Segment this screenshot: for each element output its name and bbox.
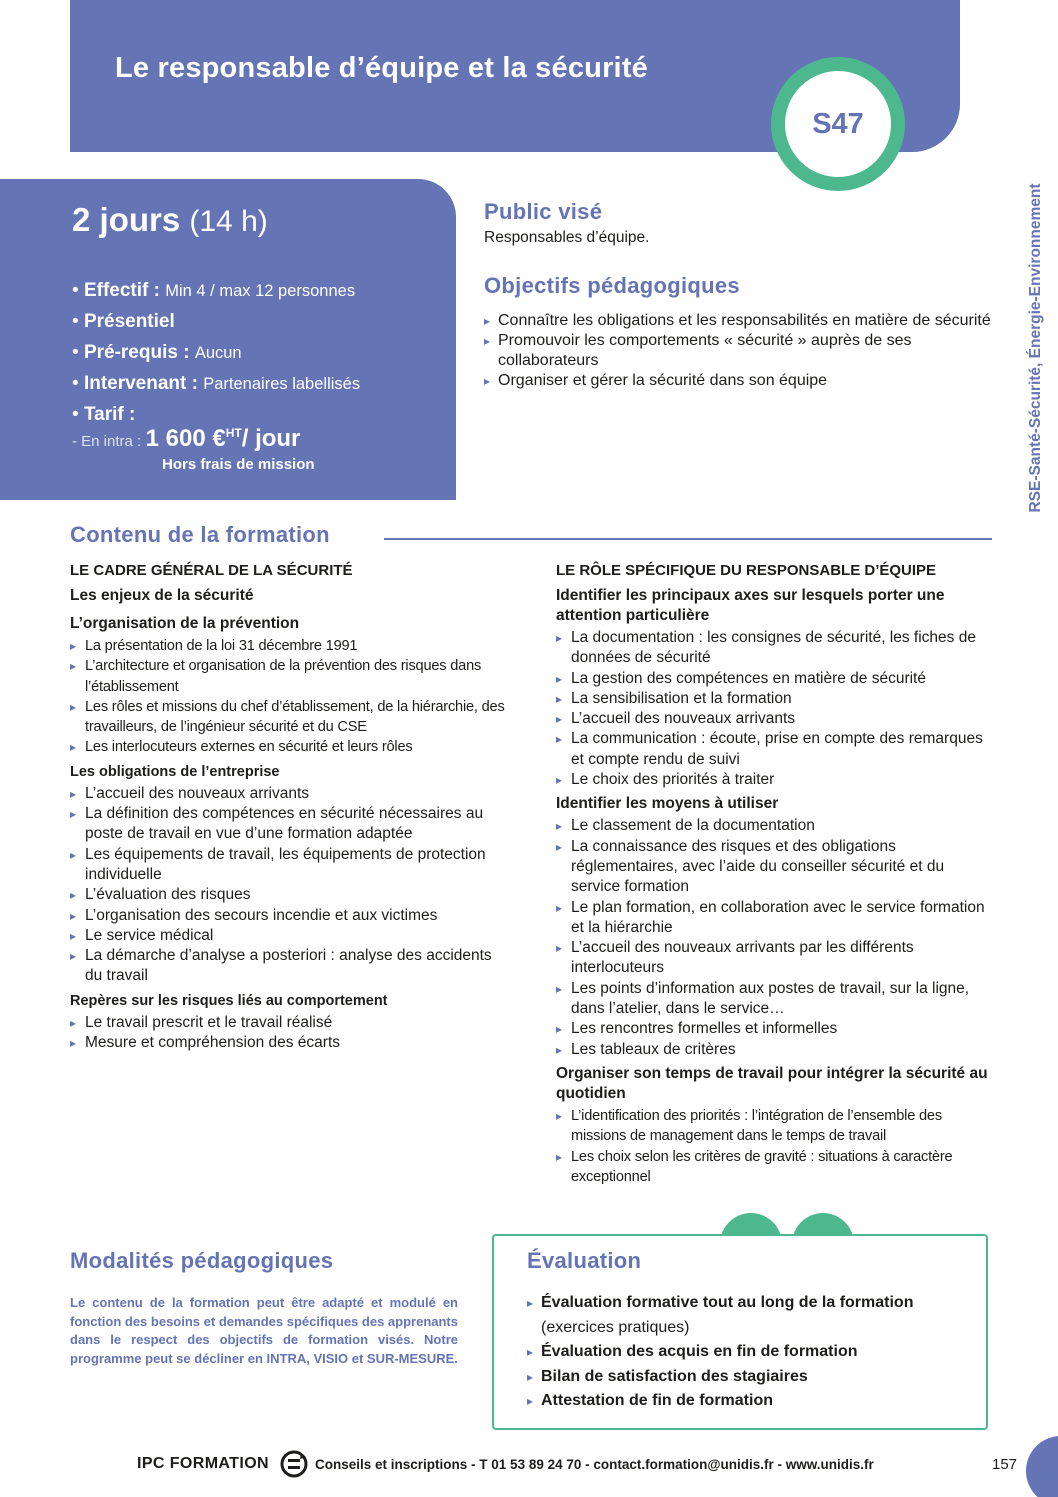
list-item: ▸ L’accueil des nouveaux arrivants [70, 784, 510, 804]
subheading-obligations: Les obligations de l’entreprise [70, 763, 280, 780]
evaluation-item: ▸ Attestation de fin de formation [527, 1389, 977, 1414]
subheading-axes: Identifier les principaux axes sur lesquels porter une attention particulière [556, 587, 945, 624]
price-label: - En intra : [72, 433, 142, 450]
price-row [72, 425, 300, 453]
right-heading: LE RÔLE SPÉCIFIQUE DU RESPONSABLE D’ÉQUIPE [556, 562, 937, 579]
list-item: ▸ Mesure et compréhension des écarts [70, 1033, 510, 1053]
list-item: ▸ Le service médical [70, 926, 510, 946]
footer-brand: IPC FORMATION [137, 1455, 270, 1472]
content-title: Contenu de la formation [70, 522, 330, 547]
footer-contact: Conseils et inscriptions - T 01 53 89 24 70 - contact.formation@unidis.fr - www.unidis.fr [315, 1456, 874, 1472]
subheading-enjeux: Les enjeux de la sécurité [70, 587, 254, 604]
subheading-reperes: Repères sur les risques liés au comportement [70, 992, 388, 1009]
obligations-list [70, 784, 510, 987]
duration [72, 201, 268, 239]
public-text: Responsables d’équipe. [484, 229, 650, 246]
objectives-list [484, 311, 1004, 391]
list-item: ▸ Les points d’information aux postes de travail, sur la ligne, dans l’atelier, dans le service… [556, 979, 996, 1020]
content-right-column [556, 560, 996, 1187]
left-heading: LE CADRE GÉNÉRAL DE LA SÉCURITÉ [70, 562, 353, 579]
list-item: ▸ La présentation de la loi 31 décembre 1991 [70, 636, 510, 656]
evaluation-list [527, 1291, 977, 1414]
info-list [72, 275, 360, 430]
footer [137, 1449, 874, 1479]
axes-list [556, 628, 996, 790]
list-item: ▸ Le travail prescrit et le travail réalisé [70, 1013, 510, 1033]
section-side-label [1025, 150, 1047, 545]
moyens-list [556, 816, 996, 1060]
list-item: ▸ La gestion des compétences en matière de sécurité [556, 669, 996, 689]
list-item: ▸ Les rôles et missions du chef d’établissement, de la hiérarchie, des travailleurs, de l’ingénieur sécurité et du CSE [70, 697, 510, 738]
reperes-list [70, 1013, 510, 1054]
list-item: ▸ La documentation : les consignes de sécurité, les fiches de données de sécurité [556, 628, 996, 669]
side-label-text: RSE-Santé-Sécurité, Énergie-Environnement [1027, 182, 1044, 513]
page-number: 157 [992, 1456, 1018, 1473]
list-item: ▸ L’architecture et organisation de la prévention des risques dans l’établissement [70, 656, 510, 697]
temps-list [556, 1106, 996, 1187]
info-item: • Effectif : Min 4 / max 12 personnes [72, 280, 356, 301]
evaluation-item: ▸ Évaluation formative tout au long de la formation (exercices pratiques) [527, 1291, 977, 1340]
info-box [0, 179, 456, 500]
duration-hours: (14 h) [189, 205, 268, 238]
objective-item: ▸ Promouvoir les comportements « sécurité » auprès de ses collaborateurs [484, 331, 1004, 371]
course-code: S47 [812, 107, 864, 140]
modalities-text: Le contenu de la formation peut être adapté et modulé en fonction des besoins et demandes spécifiques des apprenants dans le respect des objectifs de formation visés. Notre programme peut se décliner en INTRA, VISIO et SUR-MESURE. [70, 1295, 458, 1366]
list-item: ▸ L’identification des priorités : l’intégration de l’ensemble des missions de management dans le temps de travail [556, 1106, 996, 1147]
list-item: ▸ Le choix des priorités à traiter [556, 770, 996, 790]
info-item: • Présentiel [72, 311, 175, 332]
price-value: 1 600 €$^{HT}$/ jour [145, 425, 301, 452]
modalities-title: Modalités pédagogiques [70, 1248, 334, 1273]
objectives-title: Objectifs pédagogiques [484, 273, 740, 298]
course-code-badge [771, 57, 905, 191]
info-item: • Pré-requis : Aucun [72, 342, 242, 363]
list-item: ▸ L’organisation des secours incendie et aux victimes [70, 906, 510, 926]
public-title: Public visé [484, 199, 603, 224]
list-item: ▸ Le classement de la documentation [556, 816, 996, 836]
list-item: ▸ La définition des compétences en sécurité nécessaires au poste de travail en vue d’une formation adaptée [70, 804, 510, 845]
page-title: Le responsable d’équipe et la sécurité [115, 52, 648, 84]
evaluation-item: ▸ Bilan de satisfaction des stagiaires [527, 1365, 977, 1390]
list-item: ▸ Les équipements de travail, les équipements de protection individuelle [70, 845, 510, 886]
subheading-temps: Organiser son temps de travail pour intégrer la sécurité au quotidien [556, 1064, 988, 1102]
price-note: Hors frais de mission [162, 456, 315, 473]
list-item: ▸ La communication : écoute, prise en compte des remarques et compte rendu de suivi [556, 729, 996, 770]
list-item: ▸ L’évaluation des risques [70, 885, 510, 905]
list-item: ▸ La sensibilisation et la formation [556, 689, 996, 709]
corner-decoration [1026, 1436, 1058, 1497]
evaluation-item: ▸ Évaluation des acquis en fin de formation [527, 1340, 977, 1365]
organisation-list [70, 636, 510, 758]
list-item: ▸ L’accueil des nouveaux arrivants par les différents interlocuteurs [556, 938, 996, 979]
info-item: • Intervenant : Partenaires labellisés [72, 373, 361, 394]
list-item: ▸ Les tableaux de critères [556, 1040, 996, 1060]
list-item: ▸ Le plan formation, en collaboration avec le service formation et la hiérarchie [556, 898, 996, 939]
list-item: ▸ La démarche d’analyse a posteriori : analyse des accidents du travail [70, 946, 510, 987]
list-item: ▸ Les choix selon les critères de gravité : situations à caractère exceptionnel [556, 1147, 996, 1188]
info-item: • Tarif : [72, 404, 136, 425]
content-left-column [70, 560, 510, 1053]
subheading-moyens: Identifier les moyens à utiliser [556, 795, 779, 813]
objective-item: ▸ Organiser et gérer la sécurité dans son équipe [484, 371, 1004, 391]
objective-item: ▸ Connaître les obligations et les responsabilités en matière de sécurité [484, 311, 1004, 331]
evaluation-title: Évaluation [527, 1248, 642, 1273]
list-item: ▸ Les rencontres formelles et informelles [556, 1019, 996, 1039]
subheading-organisation: L’organisation de la prévention [70, 615, 300, 632]
content-title-rule [384, 538, 992, 540]
list-item: ▸ Les interlocuteurs externes en sécurité et leurs rôles [70, 737, 510, 757]
list-item: ▸ L’accueil des nouveaux arrivants [556, 709, 996, 729]
recycle-icon [279, 1449, 309, 1479]
list-item: ▸ La connaissance des risques et des obligations réglementaires, avec l’aide du conseiller sécurité et du service formation [556, 837, 996, 898]
duration-bold: 2 jours [72, 201, 181, 238]
